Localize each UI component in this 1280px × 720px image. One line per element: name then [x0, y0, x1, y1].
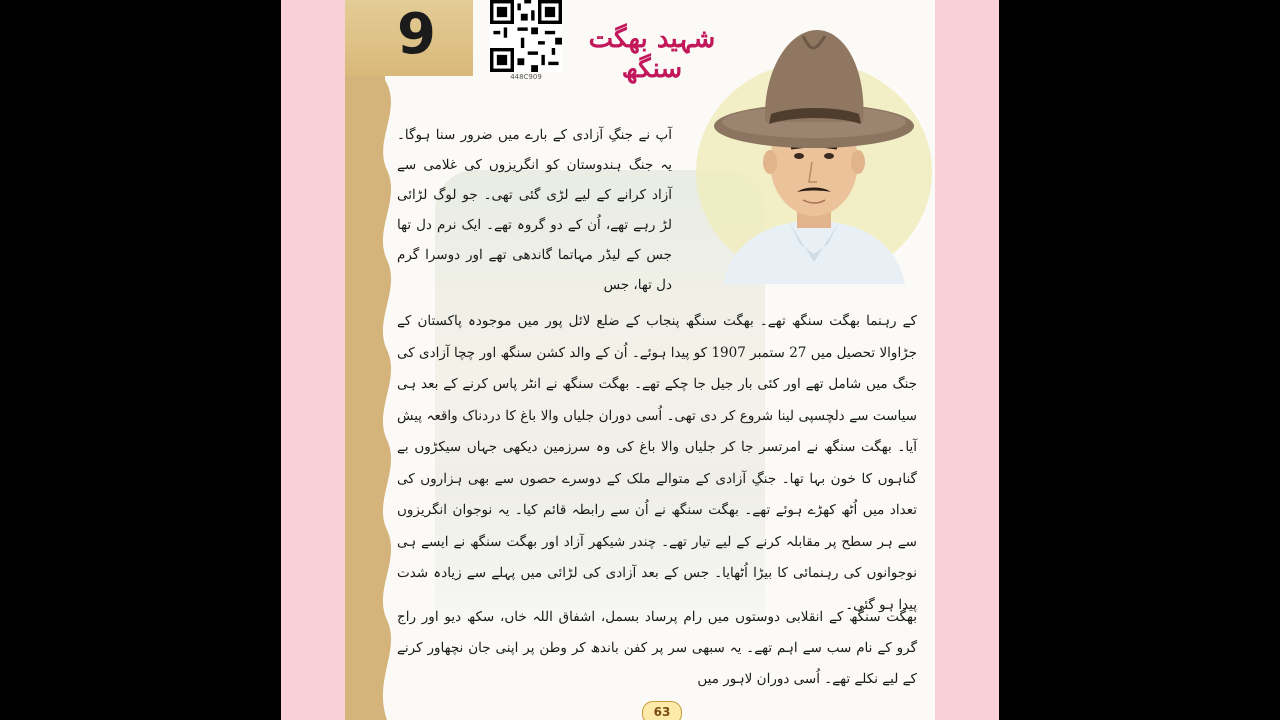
chapter-number: 9	[397, 2, 436, 67]
chapter-box	[345, 0, 473, 76]
left-margin	[281, 0, 345, 720]
gold-wavy-border	[345, 0, 393, 720]
right-margin	[935, 0, 999, 720]
third-paragraph: بھگت سنگھ کے انقلابی دوستوں میں رام پرساد بسمل، اشفاق اللہ خاں، سکھ دیو اور راج گرو کے نام سب سے اہم تھے۔ یہ سبھی سر پر کفن باندھ کر وطن پر اپنی جان نچھاور کرنے کے لیے نکلے تھے۔ اُسی دوران لاہور میں	[397, 609, 917, 687]
page-number: 63	[642, 701, 682, 720]
chapter-title: شہید بھگت سنگھ	[588, 24, 716, 84]
intro-paragraph: آپ نے جنگِ آزادی کے بارے میں ضرور سنا ہوگا۔ یہ جنگ ہندوستان کو انگریزوں کی غلامی سے آزاد کرانے کے لیے لڑی گئی تھی۔ جو لوگ لڑائی لڑ رہے تھے، اُن کے دو گروہ تھے۔ ایک نرم دل تھا جس کے لیڈر مہاتما گاندھی تھے اور دوسرا گرم دل تھا، جس	[397, 127, 672, 293]
portrait-illustration	[693, 22, 935, 284]
main-paragraph: کے رہنما بھگت سنگھ تھے۔ بھگت سنگھ پنجاب کے ضلع لائل پور میں موجودہ پاکستان کے جڑاوالا تحصیل میں 27 ستمبر 1907 کو پیدا ہوئے۔ اُن کے والد کشن سنگھ اور چچا آزادی کی جنگ میں شامل تھے اور کئی بار جیل جا چکے تھے۔ بھگت سنگھ نے انٹر پاس کرنے کے بعد ہی سیاست سے دلچسپی لینا شروع کر دی تھی۔ اُسی دوران جلیاں والا باغ کا دردناک واقعہ پیش آیا۔ بھگت سنگھ نے امرتسر جا کر جلیاں والا باغ کی وہ سرزمین دیکھی جہاں سیکڑوں بے گناہوں کا خون بہا تھا۔ جنگِ آزادی کے متوالے ملک کے دوسرے حصوں سے بھی ہزاروں کی تعداد میں اُٹھ کھڑے ہوئے تھے۔ بھگت سنگھ نے اُن سے رابطہ قائم کیا۔ یہ نوجوان انگریزوں سے ہر سطح پر مقابلہ کرنے کے لیے تیار تھے۔ چندر شیکھر آزاد اور بھگت سنگھ نے ایسے ہی نوجوانوں کی رہنمائی کا بیڑا اُٹھایا۔ جس کے بعد آزادی کی لڑائی میں پہلے سے زیادہ شدت پیدا ہو گئی۔	[397, 313, 918, 613]
book-page	[345, 0, 935, 720]
qr-code-id: 448C909	[510, 73, 542, 81]
qr-code-icon	[488, 0, 564, 72]
